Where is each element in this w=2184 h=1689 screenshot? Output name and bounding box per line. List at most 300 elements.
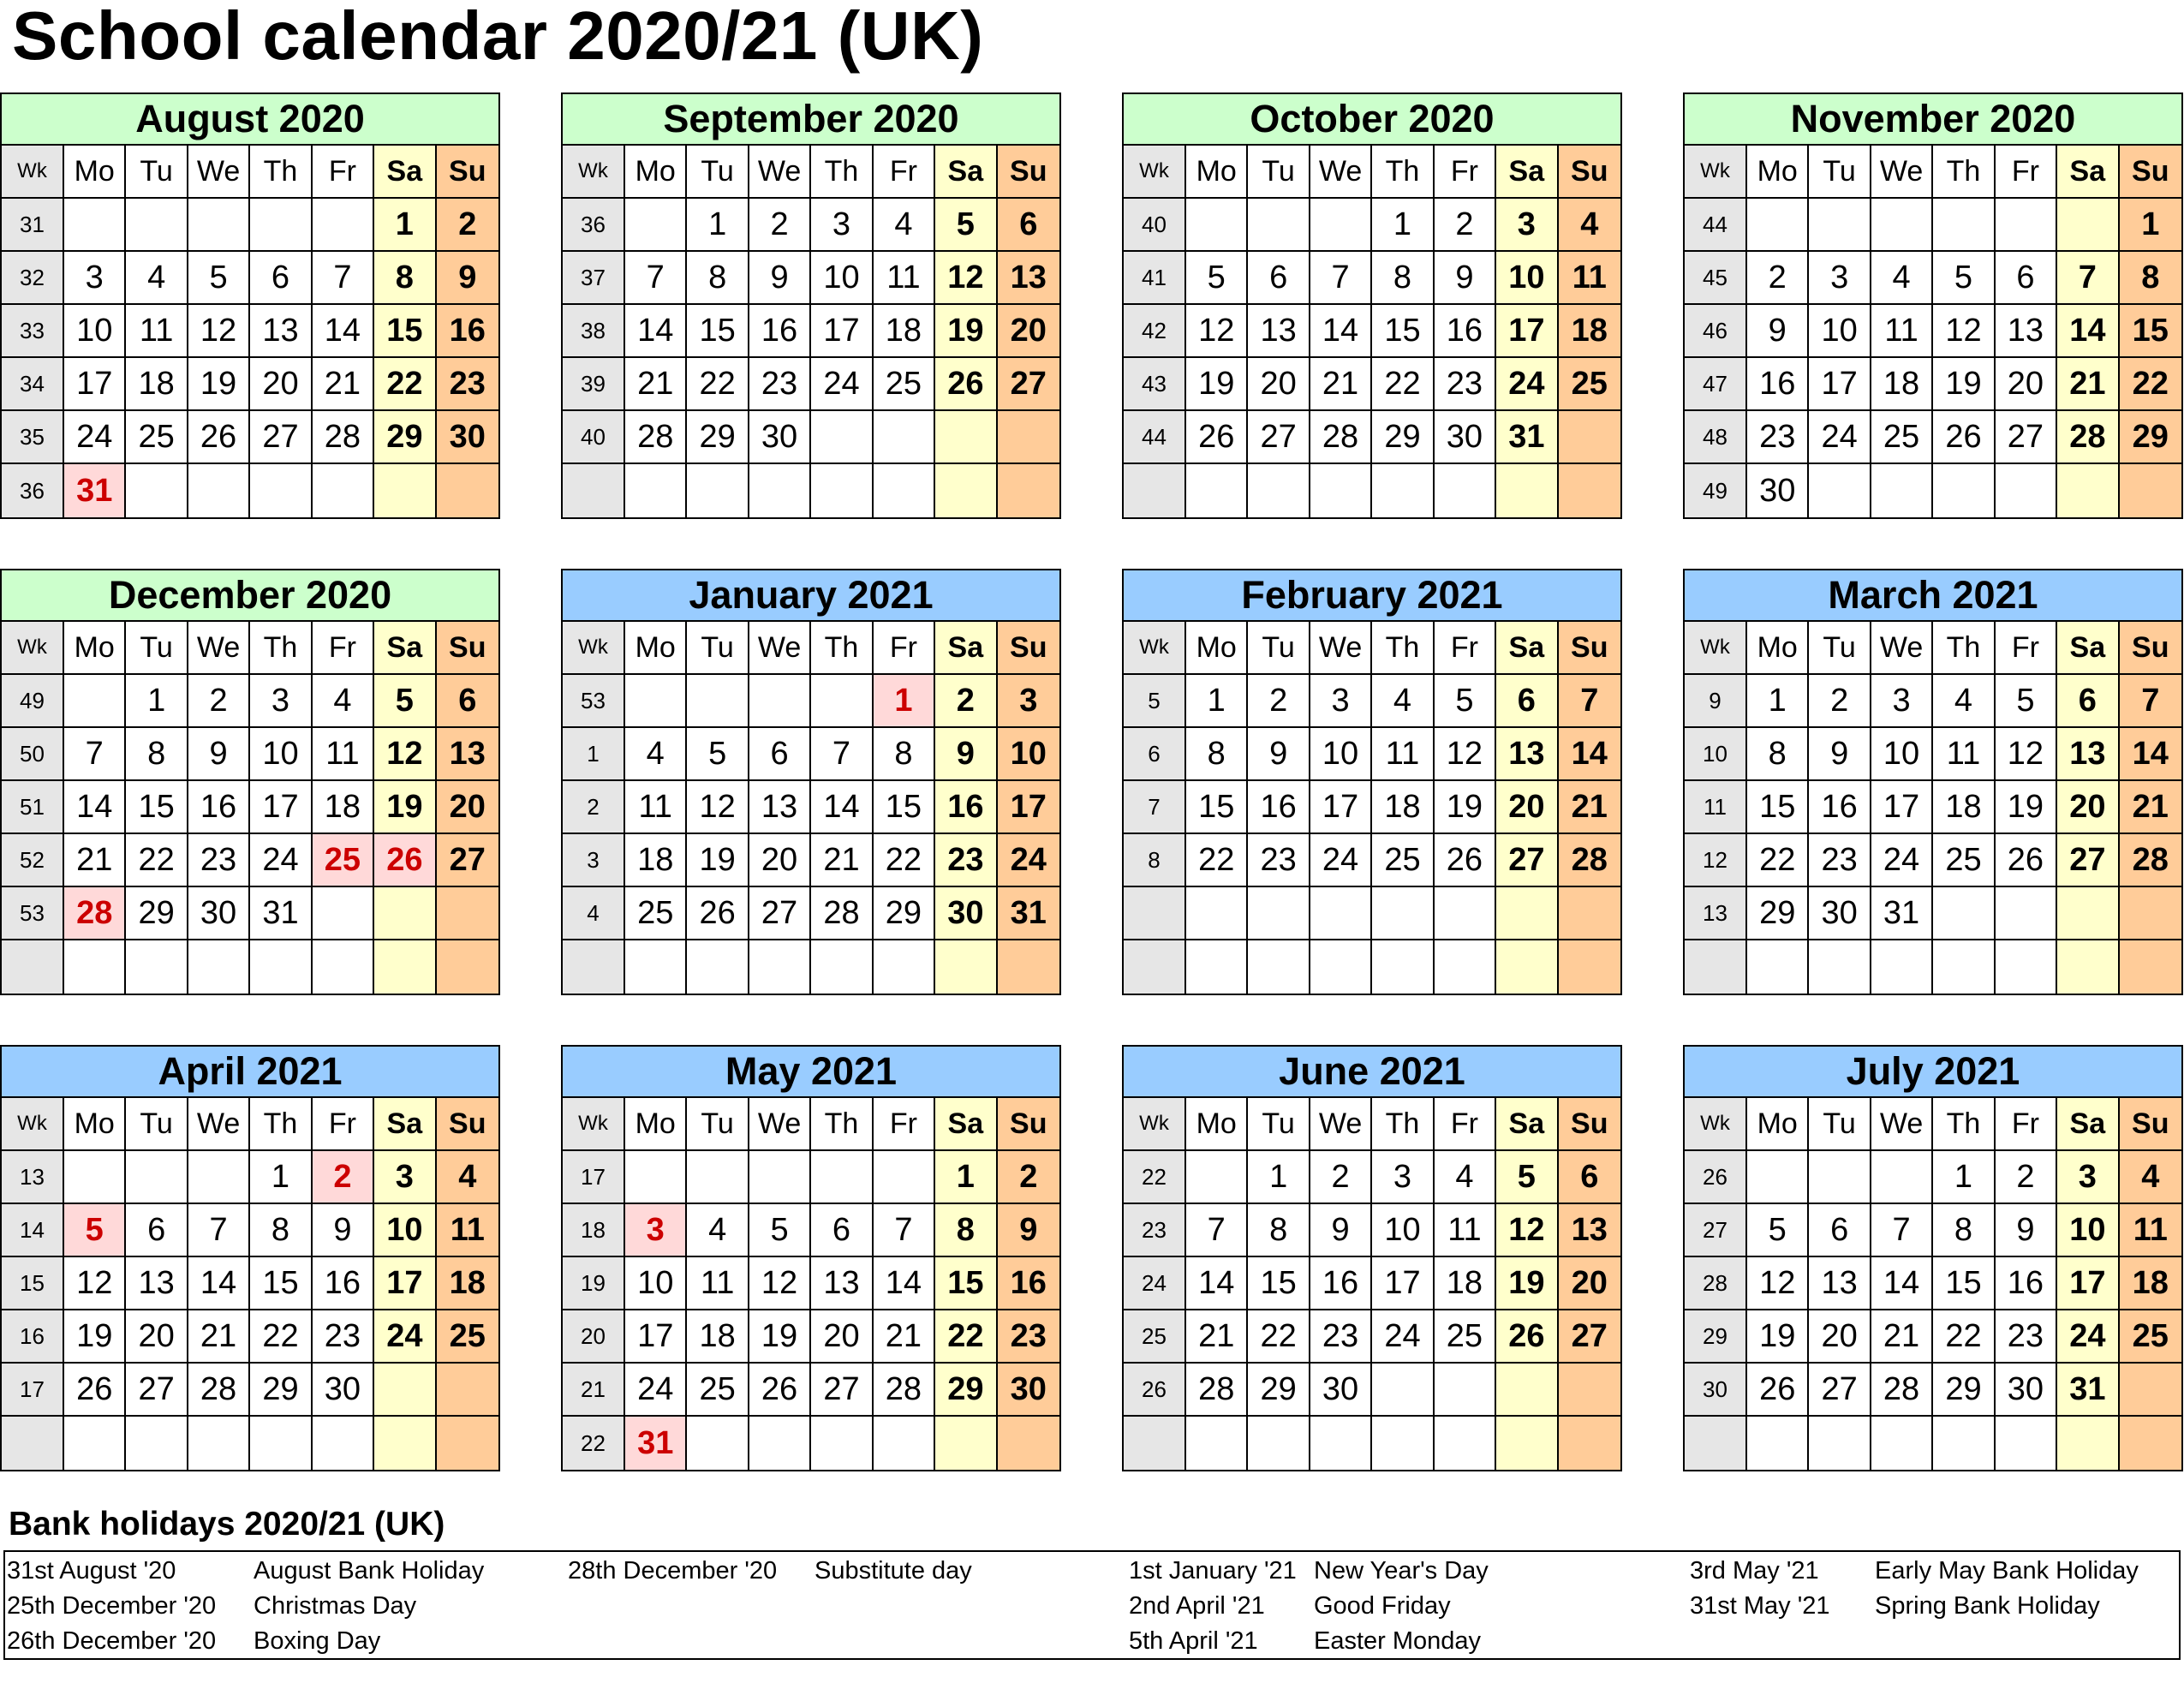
day-cell [1248,199,1310,252]
day-cell: 29 [1933,1364,1995,1417]
week-number: 13 [2,1151,64,1204]
day-cell: 28 [188,1364,250,1417]
day-cell: 23 [1747,411,1809,464]
day-cell: 14 [2057,305,2119,358]
day-cell: 6 [998,199,1059,252]
day-cell: 9 [998,1204,1059,1257]
weekday-header: Tu [1809,146,1871,199]
week-number: 17 [563,1151,625,1204]
day-cell [188,199,250,252]
bank-holiday-name: August Bank Holiday [254,1557,485,1585]
weekday-header: Fr [1996,622,2057,675]
day-cell: 29 [2120,411,2181,464]
day-cell: 17 [811,305,873,358]
day-cell: 5 [188,252,250,305]
bank-holiday-date: 3rd May '21 [1690,1557,1819,1585]
weekday-header: Tu [126,1098,188,1151]
day-cell: 6 [126,1204,188,1257]
day-cell [625,675,687,728]
weekday-header: Mo [1186,146,1248,199]
weekday-header: Wk [563,1098,625,1151]
day-cell: 3 [2057,1151,2119,1204]
day-cell: 11 [126,305,188,358]
day-cell: 2 [1248,675,1310,728]
weekday-header: Th [1933,146,1995,199]
weekday-header: Wk [563,146,625,199]
day-cell [1996,1417,2057,1470]
day-cell [935,411,997,464]
bank-holiday-name: Boxing Day [254,1627,381,1655]
weekday-header: Th [1933,1098,1995,1151]
day-cell: 10 [1809,305,1871,358]
day-cell: 22 [126,834,188,887]
day-cell: 5 [935,199,997,252]
day-cell: 2 [1809,675,1871,728]
holiday-day-cell: 5 [64,1204,126,1257]
day-cell: 15 [374,305,436,358]
day-cell: 13 [1248,305,1310,358]
day-cell: 17 [64,358,126,411]
day-cell: 6 [1496,675,1558,728]
day-cell: 11 [437,1204,498,1257]
day-cell [874,940,935,994]
day-cell [749,464,811,517]
day-cell [64,675,126,728]
week-number: 8 [1124,834,1186,887]
day-cell: 17 [374,1257,436,1310]
day-cell: 18 [1933,781,1995,834]
weekday-header: We [1310,1098,1372,1151]
day-cell [437,1364,498,1417]
weekday-header: Sa [935,146,997,199]
day-cell [1310,464,1372,517]
day-cell: 2 [188,675,250,728]
day-cell [874,1417,935,1470]
day-cell: 19 [1496,1257,1558,1310]
weekday-header: Fr [874,1098,935,1151]
day-cell: 18 [625,834,687,887]
weekday-header: Th [1372,1098,1434,1151]
day-cell: 23 [1310,1310,1372,1364]
day-cell: 3 [1871,675,1933,728]
day-cell [1809,940,1871,994]
day-cell [2057,940,2119,994]
day-cell: 27 [1496,834,1558,887]
day-cell [1310,940,1372,994]
day-cell [2120,464,2181,517]
week-number: 32 [2,252,64,305]
day-cell: 27 [250,411,312,464]
weekday-header: Su [437,622,498,675]
weekday-header: Fr [874,146,935,199]
weekday-header: Wk [2,1098,64,1151]
day-cell: 12 [749,1257,811,1310]
day-cell [1248,887,1310,940]
day-cell: 13 [749,781,811,834]
week-number: 14 [2,1204,64,1257]
day-cell: 13 [1496,728,1558,781]
day-cell: 5 [1496,1151,1558,1204]
day-cell: 20 [749,834,811,887]
weekday-header: Su [437,146,498,199]
day-cell: 9 [188,728,250,781]
day-cell [687,1151,749,1204]
month-grid [563,146,1059,517]
day-cell: 23 [1248,834,1310,887]
day-cell [1248,464,1310,517]
day-cell: 5 [1747,1204,1809,1257]
day-cell: 22 [2120,358,2181,411]
day-cell: 12 [1435,728,1496,781]
day-cell: 26 [749,1364,811,1417]
day-cell: 27 [1809,1364,1871,1417]
day-cell: 21 [1559,781,1620,834]
week-number: 50 [2,728,64,781]
week-number: 46 [1685,305,1747,358]
weekday-header: Tu [1248,146,1310,199]
day-cell [1496,940,1558,994]
day-cell: 10 [1310,728,1372,781]
week-number: 35 [2,411,64,464]
day-cell [874,464,935,517]
day-cell: 27 [126,1364,188,1417]
day-cell: 8 [1933,1204,1995,1257]
weekday-header: Wk [563,622,625,675]
day-cell: 7 [874,1204,935,1257]
day-cell: 10 [998,728,1059,781]
weekday-header: Tu [1809,1098,1871,1151]
day-cell [811,464,873,517]
day-cell: 22 [1186,834,1248,887]
week-number: 23 [1124,1204,1186,1257]
day-cell [1996,464,2057,517]
day-cell: 9 [437,252,498,305]
day-cell [2057,199,2119,252]
weekday-header: Su [1559,622,1620,675]
day-cell [1871,940,1933,994]
week-number: 12 [1685,834,1747,887]
day-cell: 29 [1248,1364,1310,1417]
day-cell: 3 [250,675,312,728]
week-number: 40 [1124,199,1186,252]
day-cell [1996,199,2057,252]
day-cell: 12 [1186,305,1248,358]
day-cell: 22 [374,358,436,411]
day-cell: 9 [1747,305,1809,358]
week-number: 15 [2,1257,64,1310]
day-cell: 26 [935,358,997,411]
day-cell: 27 [1996,411,2057,464]
week-number: 16 [2,1310,64,1364]
weekday-header: We [749,1098,811,1151]
day-cell: 25 [437,1310,498,1364]
weekday-header: Su [1559,1098,1620,1151]
day-cell: 9 [749,252,811,305]
day-cell: 14 [1186,1257,1248,1310]
day-cell [935,1417,997,1470]
day-cell: 19 [64,1310,126,1364]
day-cell [811,940,873,994]
weekday-header: Mo [625,146,687,199]
week-number: 31 [2,199,64,252]
day-cell: 20 [250,358,312,411]
day-cell: 23 [1809,834,1871,887]
day-cell [749,1417,811,1470]
day-cell [64,199,126,252]
day-cell: 28 [1310,411,1372,464]
weekday-header: Tu [1248,622,1310,675]
day-cell: 24 [1809,411,1871,464]
day-cell: 8 [935,1204,997,1257]
day-cell [437,464,498,517]
day-cell: 4 [625,728,687,781]
weekday-header: Fr [874,622,935,675]
day-cell: 13 [811,1257,873,1310]
day-cell: 29 [1747,887,1809,940]
weekday-header: Sa [935,622,997,675]
day-cell [1871,199,1933,252]
day-cell: 1 [1186,675,1248,728]
day-cell: 29 [935,1364,997,1417]
weekday-header: Mo [64,146,126,199]
week-number: 22 [1124,1151,1186,1204]
week-number: 18 [563,1204,625,1257]
day-cell: 15 [2120,305,2181,358]
day-cell: 12 [64,1257,126,1310]
weekday-header: Mo [1186,622,1248,675]
day-cell: 29 [126,887,188,940]
day-cell: 10 [374,1204,436,1257]
day-cell: 16 [1435,305,1496,358]
weekday-header: Mo [1747,1098,1809,1151]
day-cell [1809,199,1871,252]
day-cell [1809,464,1871,517]
day-cell: 24 [1871,834,1933,887]
day-cell [188,464,250,517]
day-cell: 29 [250,1364,312,1417]
day-cell [625,464,687,517]
day-cell [1186,1417,1248,1470]
day-cell [749,1151,811,1204]
week-number [1124,940,1186,994]
week-number: 41 [1124,252,1186,305]
day-cell: 17 [998,781,1059,834]
day-cell: 5 [687,728,749,781]
day-cell [313,940,374,994]
day-cell: 24 [250,834,312,887]
day-cell: 9 [1435,252,1496,305]
day-cell: 11 [1871,305,1933,358]
holiday-day-cell: 31 [64,464,126,517]
day-cell: 6 [437,675,498,728]
day-cell: 20 [811,1310,873,1364]
week-number: 20 [563,1310,625,1364]
day-cell: 21 [1871,1310,1933,1364]
day-cell: 27 [998,358,1059,411]
day-cell: 20 [1809,1310,1871,1364]
day-cell [1372,1364,1434,1417]
day-cell: 14 [1310,305,1372,358]
day-cell: 24 [998,834,1059,887]
day-cell: 9 [1248,728,1310,781]
week-number: 25 [1124,1310,1186,1364]
day-cell: 17 [1496,305,1558,358]
day-cell: 13 [1559,1204,1620,1257]
day-cell: 27 [1248,411,1310,464]
weekday-header: Th [1933,622,1995,675]
day-cell: 21 [2120,781,2181,834]
weekday-header: We [188,146,250,199]
day-cell: 19 [1933,358,1995,411]
week-number: 24 [1124,1257,1186,1310]
day-cell [1310,199,1372,252]
day-cell: 1 [126,675,188,728]
holiday-day-cell: 1 [874,675,935,728]
weekday-header: Mo [64,622,126,675]
bank-holiday-date: 31st August '20 [7,1557,176,1585]
bank-holidays-table [3,1550,2181,1660]
day-cell [126,1417,188,1470]
day-cell: 11 [2120,1204,2181,1257]
day-cell: 14 [188,1257,250,1310]
day-cell: 25 [874,358,935,411]
day-cell: 28 [811,887,873,940]
weekday-header: Sa [374,146,436,199]
month-grid [563,622,1059,994]
week-number: 5 [1124,675,1186,728]
day-cell: 28 [1559,834,1620,887]
day-cell [1747,199,1809,252]
day-cell: 1 [2120,199,2181,252]
day-cell: 4 [1435,1151,1496,1204]
week-number: 22 [563,1417,625,1470]
day-cell [874,411,935,464]
day-cell [1248,940,1310,994]
day-cell: 8 [126,728,188,781]
day-cell [188,940,250,994]
weekday-header: We [1871,146,1933,199]
day-cell [250,1417,312,1470]
week-number: 11 [1685,781,1747,834]
day-cell [126,940,188,994]
weekday-header: Sa [2057,146,2119,199]
day-cell: 19 [188,358,250,411]
day-cell: 18 [1871,358,1933,411]
day-cell: 1 [1248,1151,1310,1204]
weekday-header: Fr [313,622,374,675]
weekday-header: Th [811,1098,873,1151]
weekday-header: Su [437,1098,498,1151]
month-january-2021 [561,569,1061,995]
weekday-header: Tu [687,622,749,675]
day-cell: 14 [625,305,687,358]
month-title: September 2020 [563,94,1059,146]
weekday-header: We [1871,1098,1933,1151]
day-cell [1559,1417,1620,1470]
day-cell: 6 [811,1204,873,1257]
weekday-header: We [749,146,811,199]
month-title: January 2021 [563,570,1059,622]
day-cell [1933,464,1995,517]
week-number: 37 [563,252,625,305]
day-cell: 21 [625,358,687,411]
day-cell: 20 [1996,358,2057,411]
day-cell: 4 [313,675,374,728]
day-cell: 10 [811,252,873,305]
weekday-header: Th [250,146,312,199]
bank-holiday-date: 28th December '20 [568,1557,778,1585]
day-cell: 18 [126,358,188,411]
day-cell [1559,411,1620,464]
week-number: 48 [1685,411,1747,464]
day-cell: 21 [64,834,126,887]
day-cell: 21 [313,358,374,411]
month-september-2020 [561,93,1061,519]
holiday-day-cell: 26 [374,834,436,887]
day-cell: 13 [250,305,312,358]
day-cell: 27 [2057,834,2119,887]
day-cell: 5 [1186,252,1248,305]
bank-holiday-date: 2nd April '21 [1129,1592,1265,1620]
weekday-header: Fr [313,1098,374,1151]
day-cell: 10 [1372,1204,1434,1257]
day-cell [126,464,188,517]
day-cell [625,199,687,252]
weekday-header: Su [2120,146,2181,199]
weekday-header: Wk [2,146,64,199]
day-cell: 22 [874,834,935,887]
week-number [1685,940,1747,994]
day-cell: 26 [1996,834,2057,887]
day-cell: 15 [687,305,749,358]
day-cell: 16 [188,781,250,834]
week-number [1124,1417,1186,1470]
day-cell [998,1417,1059,1470]
day-cell [313,464,374,517]
day-cell [374,464,436,517]
day-cell: 20 [2057,781,2119,834]
weekday-header: Tu [1248,1098,1310,1151]
day-cell: 18 [687,1310,749,1364]
day-cell: 19 [687,834,749,887]
bank-holiday-name: Spring Bank Holiday [1875,1592,2100,1620]
day-cell [188,1417,250,1470]
day-cell: 30 [749,411,811,464]
day-cell: 8 [1372,252,1434,305]
day-cell: 20 [1559,1257,1620,1310]
week-number: 43 [1124,358,1186,411]
day-cell: 15 [1747,781,1809,834]
day-cell: 23 [935,834,997,887]
bank-holiday-date: 26th December '20 [7,1627,217,1655]
day-cell: 17 [625,1310,687,1364]
day-cell: 1 [687,199,749,252]
day-cell: 26 [64,1364,126,1417]
weekday-header: Mo [625,622,687,675]
weekday-header: Sa [1496,146,1558,199]
day-cell [1871,1151,1933,1204]
day-cell: 25 [1559,358,1620,411]
day-cell: 4 [1372,675,1434,728]
holiday-day-cell: 31 [625,1417,687,1470]
day-cell: 29 [374,411,436,464]
day-cell: 6 [2057,675,2119,728]
month-grid [1685,1098,2181,1470]
week-number: 47 [1685,358,1747,411]
day-cell [188,1151,250,1204]
week-number: 51 [2,781,64,834]
page-title: School calendar 2020/21 (UK) [12,0,984,74]
